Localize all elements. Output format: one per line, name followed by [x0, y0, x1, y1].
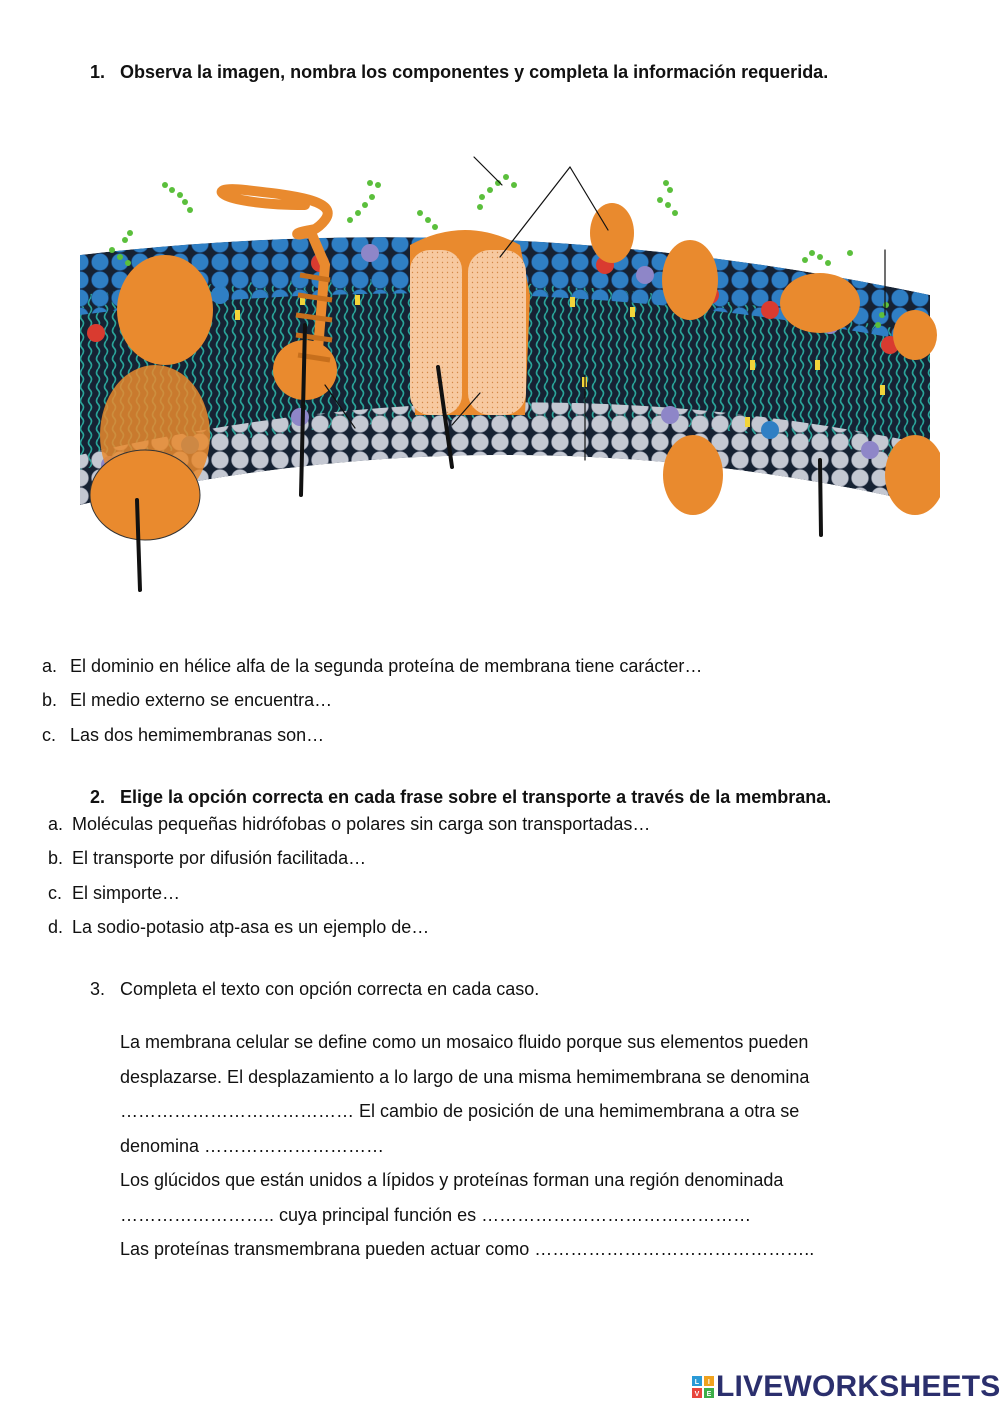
item-marker: a.	[48, 814, 64, 834]
question-3-number: 3.	[90, 979, 106, 999]
logo-icon-letter: I	[707, 1379, 711, 1386]
question-3-paragraph	[120, 1025, 814, 1267]
question-1-item-b	[42, 690, 332, 711]
item-marker: b.	[42, 690, 58, 710]
item-marker: b.	[48, 848, 64, 868]
question-1-number: 1.	[90, 62, 106, 82]
paragraph-line: Los glúcidos que están unidos a lípidos y proteínas forman una región denominada	[120, 1170, 784, 1190]
item-marker: a.	[42, 656, 58, 676]
paragraph-line: desplazarse. El desplazamiento a lo largo de una misma hemimembrana se denomina	[120, 1066, 810, 1087]
question-2-title	[90, 787, 831, 808]
logo-icon-letter: L	[694, 1379, 700, 1386]
question-1-item-a	[42, 656, 702, 677]
paragraph-line: …………………….. cuya principal función es ………………………………………	[120, 1204, 752, 1225]
question-2-number: 2.	[90, 787, 106, 807]
question-2-item-b	[48, 848, 366, 869]
item-text: El transporte por difusión facilitada…	[72, 848, 367, 868]
item-marker: d.	[48, 917, 64, 937]
question-2-item-d	[48, 917, 429, 938]
logo-icon-letter: E	[706, 1391, 712, 1398]
liveworksheets-logo	[692, 1370, 1000, 1404]
paragraph-line: La membrana celular se define como un mosaico fluido porque sus elementos pueden	[120, 1032, 809, 1052]
item-text: Moléculas pequeñas hidrófobas o polares sin carga son transportadas…	[72, 814, 651, 834]
question-2-text: Elige la opción correcta en cada frase sobre el transporte a través de la membrana.	[120, 787, 832, 807]
item-text: La sodio-potasio atp-asa es un ejemplo de…	[72, 917, 430, 937]
logo-icon-letter: V	[694, 1391, 700, 1398]
item-marker: c.	[48, 883, 63, 903]
question-3-title	[90, 979, 539, 1000]
liveworksheets-logo-text: LIVEWORKSHEETS	[716, 1370, 1000, 1403]
question-1-text: Observa la imagen, nombra los componentes y completa la información requerida.	[120, 62, 829, 82]
channel-protein	[410, 230, 530, 415]
item-text: El medio externo se encuentra…	[70, 690, 333, 710]
liveworksheets-logo-icon	[692, 1376, 714, 1398]
question-1-item-c	[42, 725, 324, 746]
question-2-item-a	[48, 814, 650, 835]
item-text: Las dos hemimembranas son…	[70, 725, 325, 745]
cell-membrane-illustration	[70, 145, 940, 605]
paragraph-line: denomina …………………………	[120, 1135, 385, 1156]
item-text: El simporte…	[72, 883, 181, 903]
paragraph-line: Las proteínas transmembrana pueden actuar como ………………………………………..	[120, 1239, 815, 1259]
question-1-title	[90, 62, 828, 83]
item-marker: c.	[42, 725, 57, 745]
question-3-text: Completa el texto con opción correcta en cada caso.	[120, 979, 540, 999]
item-text: El dominio en hélice alfa de la segunda proteína de membrana tiene carácter…	[70, 656, 703, 676]
paragraph-line: ………………………………… El cambio de posición de una hemimembrana a otra se	[120, 1101, 800, 1121]
question-2-item-c	[48, 883, 180, 904]
